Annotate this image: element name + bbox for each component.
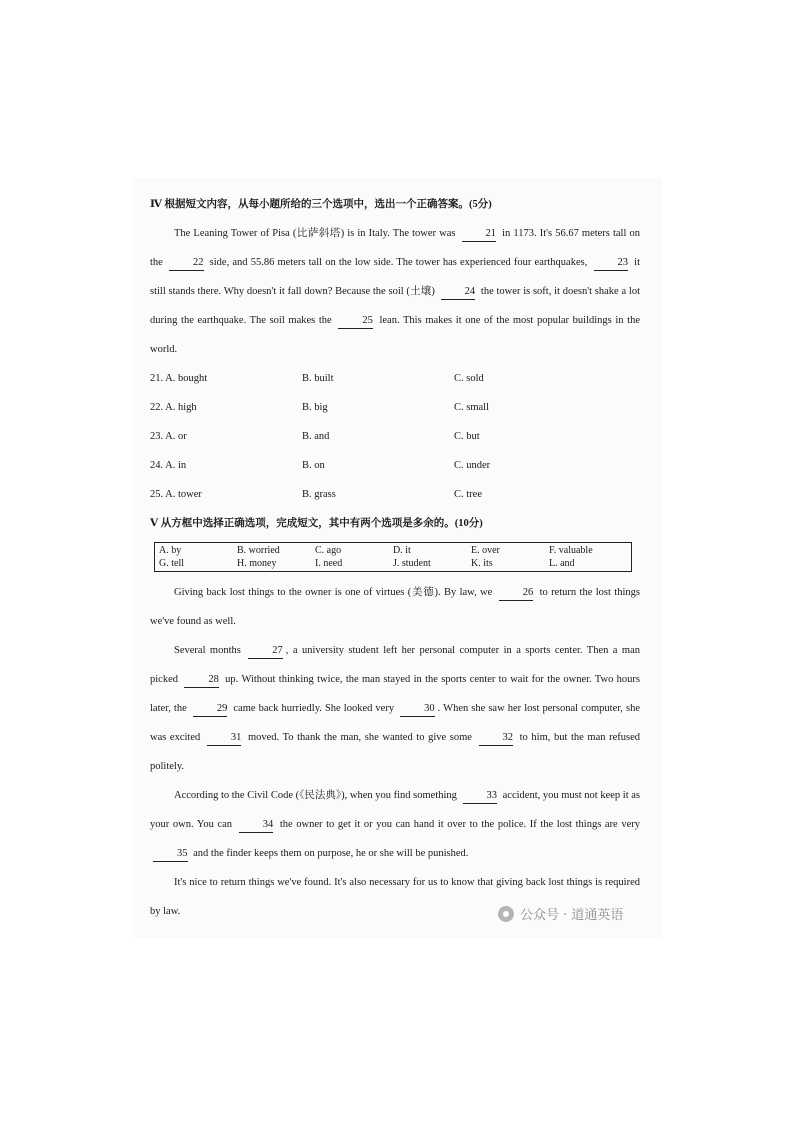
option-row <box>150 480 640 509</box>
word-option: F. valuable <box>549 545 593 556</box>
passage-text: , a university student left her personal computer in a sports center. Then a man picked <box>150 645 640 685</box>
answer-blank: 26 <box>499 586 534 601</box>
option-a: 25. A. tower <box>150 489 202 500</box>
word-option: I. need <box>315 558 343 569</box>
word-option: K. its <box>471 558 493 569</box>
passage-text: lean. This makes it one of the most popular buildings in the world. <box>150 315 640 355</box>
option-row <box>150 393 640 422</box>
option-c: C. under <box>454 460 491 471</box>
word-option: H. money <box>237 558 277 569</box>
answer-blank: 31 <box>207 731 242 746</box>
option-row <box>150 451 640 480</box>
wechat-icon <box>498 906 514 922</box>
option-row <box>150 422 640 451</box>
passage-text: . When she saw her lost personal computer, she was excited <box>150 703 640 743</box>
passage-text: side, and 55.86 meters tall on the low side. The tower has experienced four earthquakes, <box>206 257 591 268</box>
passage-text: moved. To thank the man, she wanted to give some <box>244 732 476 743</box>
option-b: B. built <box>302 373 334 384</box>
option-c: C. sold <box>454 373 484 384</box>
answer-blank: 32 <box>479 731 514 746</box>
answer-blank: 34 <box>239 818 274 833</box>
answer-blank: 21 <box>462 227 497 242</box>
section-4-title: Ⅳ 根据短文内容，从每小题所给的三个选项中，选出一个正确答案。(5分) <box>150 199 492 210</box>
passage-text: it still stands there. Why doesn't it fall down? Because the soil (土壤) <box>150 257 640 297</box>
option-row <box>150 364 640 393</box>
option-b: B. grass <box>302 489 336 500</box>
option-b: B. and <box>302 431 330 442</box>
option-a: 21. A. bought <box>150 373 208 384</box>
answer-blank: 24 <box>441 285 476 300</box>
answer-blank: 27 <box>248 644 283 659</box>
passage-text: the owner to get it or you can hand it over to the police. If the lost things are very <box>276 819 641 830</box>
answer-blank: 23 <box>594 256 629 271</box>
word-option: B. worried <box>237 545 280 556</box>
watermark <box>498 904 623 923</box>
word-option: J. student <box>393 558 431 569</box>
passage-text: According to the Civil Code (《民法典》), when you find something <box>174 790 460 801</box>
word-box-row <box>159 557 627 570</box>
passage-paragraph <box>150 781 640 868</box>
passage-text: Giving back lost things to the owner is one of virtues (美德). By law, we <box>174 587 496 598</box>
passage-text: came back hurriedly. She looked very <box>230 703 398 714</box>
passage-text: and the finder keeps them on purpose, he or she will be punished. <box>190 848 469 859</box>
answer-blank: 28 <box>184 673 219 688</box>
section-4-passage <box>150 219 640 364</box>
word-option: E. over <box>471 545 500 556</box>
section-5-title: Ⅴ 从方框中选择正确选项，完成短文，其中有两个选项是多余的。(10分) <box>150 518 483 529</box>
passage-text: to return the lost things we've found as well. <box>150 587 640 627</box>
word-box <box>154 542 632 572</box>
exam-content <box>150 190 640 926</box>
answer-blank: 33 <box>463 789 498 804</box>
passage-text: Several months <box>174 645 246 656</box>
answer-blank: 25 <box>338 314 373 329</box>
option-a: 22. A. high <box>150 402 197 413</box>
answer-blank: 30 <box>400 702 435 717</box>
passage-text: to him, but the man refused politely. <box>150 732 640 772</box>
section-4-options <box>150 364 640 509</box>
option-c: C. small <box>454 402 490 413</box>
word-option: A. by <box>159 545 182 556</box>
section-5-passage <box>150 578 640 926</box>
option-c: C. but <box>454 431 480 442</box>
option-b: B. big <box>302 402 328 413</box>
passage-text: It's nice to return things we've found. It's also necessary for us to know that giving back lost things is required by law. <box>150 877 640 917</box>
option-b: B. on <box>302 460 325 471</box>
passage-text: in 1173. It's 56.67 meters tall on the <box>150 228 640 268</box>
watermark-text: 公众号 · 道通英语 <box>520 908 624 923</box>
passage-text: the tower is soft, it doesn't shake a lot during the earthquake. The soil makes the <box>150 286 640 326</box>
passage-text: accident, you must not keep it as your own. You can <box>150 790 640 830</box>
option-a: 23. A. or <box>150 431 187 442</box>
answer-blank: 29 <box>193 702 228 717</box>
passage-text: The Leaning Tower of Pisa (比萨斜塔) is in Italy. The tower was <box>174 228 459 239</box>
word-option: C. ago <box>315 545 342 556</box>
word-box-row <box>159 544 627 557</box>
answer-blank: 35 <box>153 847 188 862</box>
passage-paragraph <box>150 578 640 636</box>
answer-blank: 22 <box>169 256 204 271</box>
passage-paragraph <box>150 636 640 781</box>
option-a: 24. A. in <box>150 460 187 471</box>
word-option: D. it <box>393 545 411 556</box>
passage-text: up. Without thinking twice, the man stayed in the sports center to wait for the owner. Two hours later, the <box>150 674 640 714</box>
word-option: G. tell <box>159 558 184 569</box>
option-c: C. tree <box>454 489 482 500</box>
word-option: L. and <box>549 558 575 569</box>
